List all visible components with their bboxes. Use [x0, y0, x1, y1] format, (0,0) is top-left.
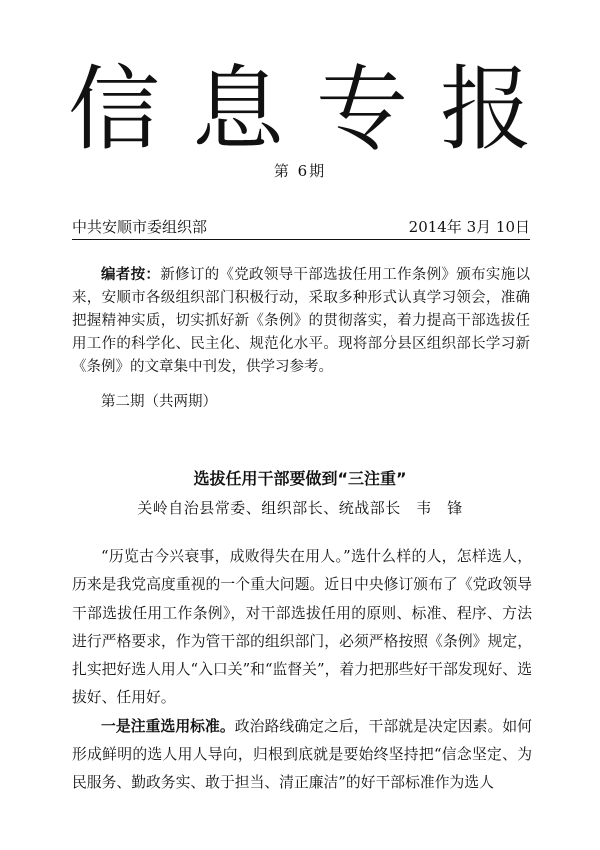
article-paragraph — [72, 713, 532, 798]
series-note: 第二期（共两期） — [101, 394, 217, 410]
editor-note-label: 编者按： — [101, 267, 161, 283]
article-byline: 关岭自治县常委、组织部长、统战部长 韦 锋 — [137, 499, 463, 517]
publication-date: 2014年 3月 10日 — [408, 218, 530, 236]
header-line — [72, 216, 530, 240]
editor-note-text: 新修订的《党政领导干部选拔任用工作条例》颁布实施以来，安顺市各级组织部门积极行动，采取多种形式认真学习领会，准确把握精神实质，切实抓好新《条例》的贯彻落实，着力提高干部选拔任用工作的科学化、民主化、规范化水平。现将部分县区组织部长学习新《条例》的文章集中刊发，供学习参考。 — [72, 267, 531, 375]
paragraph-text: 政治路线确定之后，干部就是决定因素。如何形成鲜明的选人用人导向，归根到底就是要始终坚持把“信念坚定、为民服务、勤政务实、敢于担当、清正廉洁”的好干部标准作为选人 — [72, 717, 532, 792]
editor-note — [72, 264, 530, 379]
article-body — [72, 543, 532, 798]
article-paragraph: “历览古今兴衰事，成败得失在用人。”选什么样的人，怎样选人，历来是我党高度重视的一个重大问题。近日中央修订颁布了《党政领导干部选拔任用工作条例》，对干部选拔任用的原则、标准、程序、方法进行严格要求，作为管干部的组织部门，必须严格按照《条例》规定，扎实把好选人用人“入口关”和“监督关”，着力把那些好干部发现好、选拔好、任用好。 — [72, 548, 532, 707]
masthead-title: 信息专报 — [67, 56, 564, 163]
issue-number: 第 6期 — [273, 162, 327, 180]
article-title: 选拔任用干部要做到“三注重” — [193, 469, 407, 488]
paragraph-lead: 一是注重选用标准。 — [101, 717, 235, 735]
organization-name: 中共安顺市委组织部 — [72, 218, 208, 236]
